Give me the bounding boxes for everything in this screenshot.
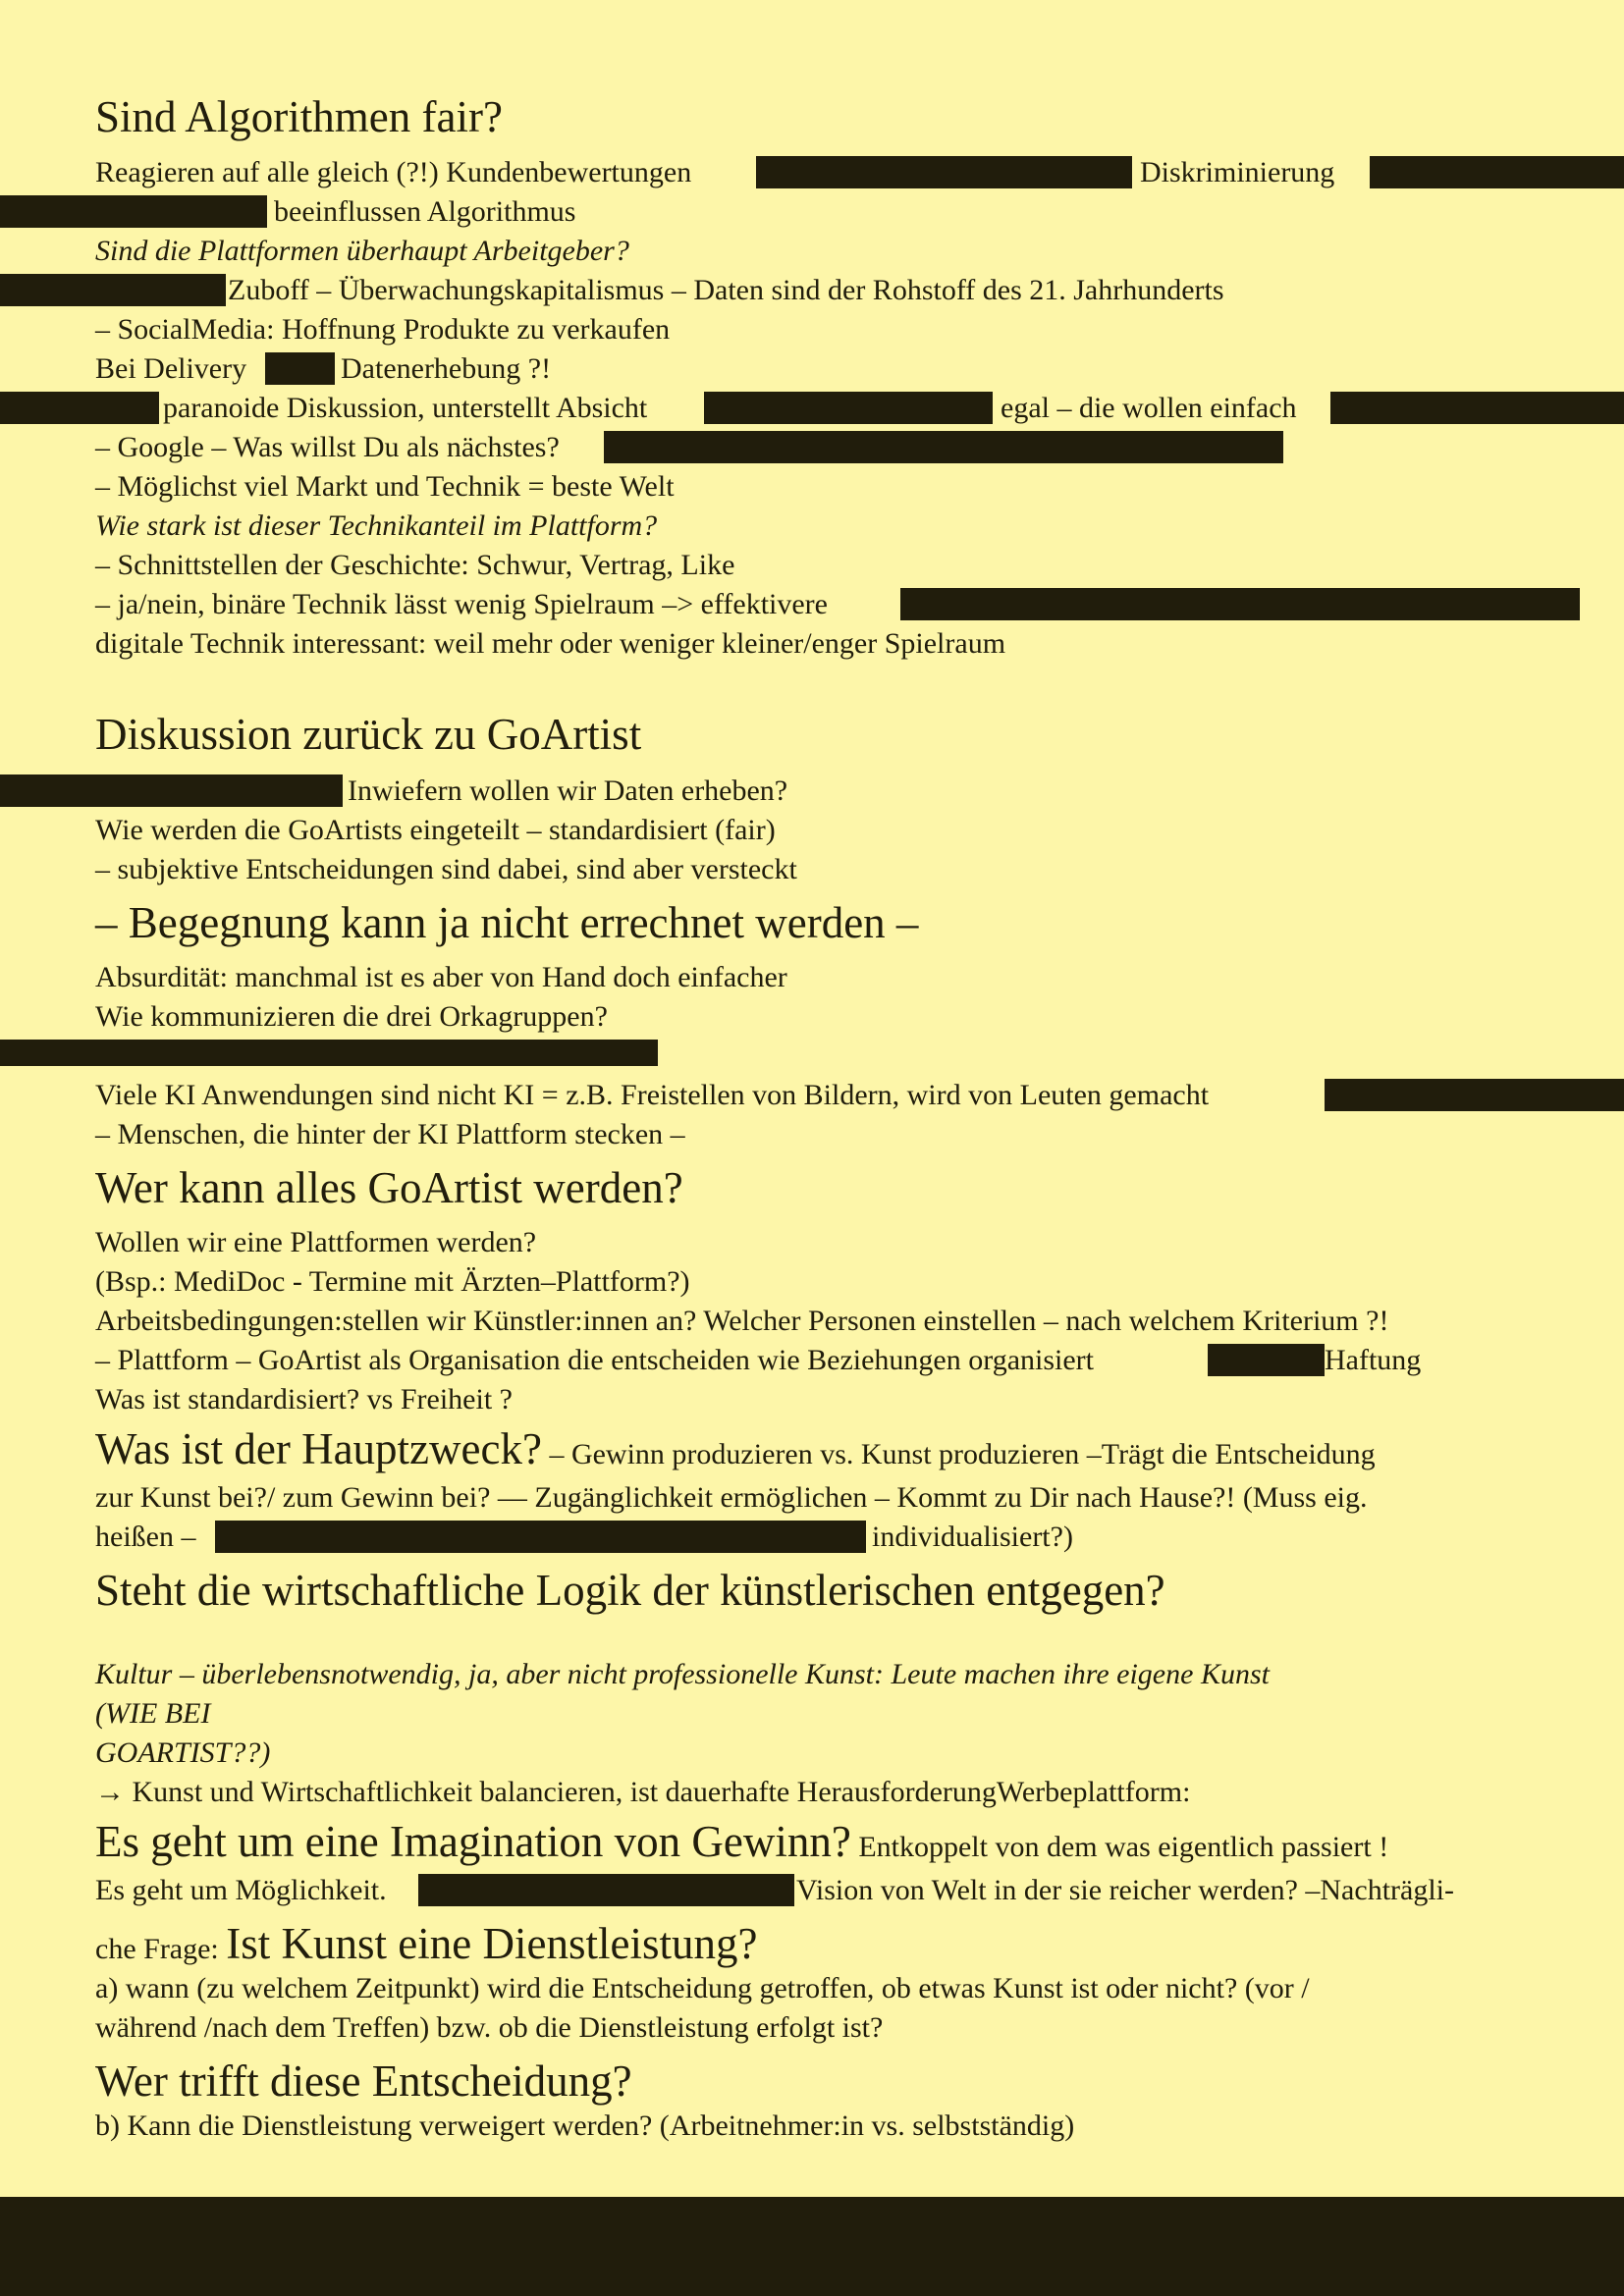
redaction-bar	[604, 431, 1283, 463]
text-line: Inwiefern wollen wir Daten erheben?	[348, 774, 788, 807]
text-line: digitale Technik interessant: weil mehr oder weniger kleiner/enger Spielraum	[95, 627, 1006, 660]
text-line: Absurdität: manchmal ist es aber von Hand doch einfacher	[95, 961, 787, 993]
text-line: (Bsp.: MediDoc - Termine mit Ärzten–Plattform?)	[95, 1265, 690, 1298]
redaction-bar	[704, 392, 993, 424]
text-line: egal – die wollen einfach	[1001, 392, 1297, 424]
text-segment: che Frage:	[95, 1933, 227, 1965]
footer-band	[0, 2197, 1624, 2296]
text-line: paranoide Diskussion, unterstellt Absicht	[163, 392, 648, 424]
text-line: Viele KI Anwendungen sind nicht KI = z.B. Freistellen von Bildern, wird von Leuten gemacht	[95, 1079, 1210, 1111]
heading-wirtschaftliche-logik: Steht die wirtschaftliche Logik der künstlerischen entgegen?	[95, 1566, 1165, 1615]
text-line: Arbeitsbedingungen:stellen wir Künstler:innen an? Welcher Personen einstellen – nach welchem Kriterium ?!	[95, 1305, 1389, 1337]
text-line: b) Kann die Dienstleistung verweigert werden? (Arbeitnehmer:in vs. selbstständig)	[95, 2109, 1075, 2142]
text-line: GOARTIST??)	[95, 1736, 271, 1769]
text-line: – ja/nein, binäre Technik lässt wenig Spielraum –> effektivere	[95, 588, 828, 620]
text-line: → Kunst und Wirtschaftlichkeit balancieren, ist dauerhafte HerausforderungWerbeplattform:	[95, 1776, 1191, 1808]
redaction-bar	[1325, 1079, 1624, 1111]
text-line: Bei Delivery	[95, 352, 247, 385]
heading-imagination-gewinn: Es geht um eine Imagination von Gewinn?	[95, 1817, 851, 1866]
heading-hauptzweck: Was ist der Hauptzweck?	[95, 1424, 542, 1473]
text-line: Sind die Plattformen überhaupt Arbeitgeber?	[95, 235, 629, 267]
redaction-bar	[1208, 1344, 1325, 1376]
redaction-bar	[0, 274, 226, 306]
redaction-bar	[1330, 392, 1624, 424]
redaction-bar	[215, 1521, 866, 1553]
text-line: – SocialMedia: Hoffnung Produkte zu verkaufen	[95, 313, 671, 346]
text-line: Vision von Welt in der sie reicher werden? –Nachträgli-	[796, 1874, 1454, 1906]
text-line: Was ist standardisiert? vs Freiheit ?	[95, 1383, 513, 1415]
dienstleistung-line	[95, 1919, 758, 1968]
redaction-bar	[418, 1874, 794, 1906]
text-line: – subjektive Entscheidungen sind dabei, sind aber versteckt	[95, 853, 797, 885]
text-line: Reagieren auf alle gleich (?!) Kundenbewertungen	[95, 156, 692, 188]
heading-diskussion-goartist: Diskussion zurück zu GoArtist	[95, 710, 642, 759]
text-line: Es geht um Möglichkeit.	[95, 1874, 387, 1906]
redaction-bar	[0, 392, 159, 424]
redaction-bar	[900, 588, 1580, 620]
text-line: Kultur – überlebensnotwendig, ja, aber nicht professionelle Kunst: Leute machen ihre eigene Kunst	[95, 1658, 1270, 1690]
text-line: Diskriminierung	[1140, 156, 1335, 188]
text-line: während /nach dem Treffen) bzw. ob die Dienstleistung erfolgt ist?	[95, 2011, 884, 2044]
text-segment: Entkoppelt von dem was eigentlich passiert !	[850, 1831, 1389, 1863]
redaction-bar	[265, 352, 335, 385]
text-line: beeinflussen Algorithmus	[274, 195, 576, 228]
text-line: Wie stark ist dieser Technikanteil im Plattform?	[95, 509, 658, 542]
text-line: – Plattform – GoArtist als Organisation die entscheiden wie Beziehungen organisiert	[95, 1344, 1094, 1376]
heading-algorithmen-fair: Sind Algorithmen fair?	[95, 92, 503, 141]
text-line: heißen –	[95, 1521, 196, 1553]
text-line: Wollen wir eine Plattformen werden?	[95, 1226, 537, 1258]
text-line: – Menschen, die hinter der KI Plattform stecken –	[95, 1118, 685, 1150]
redaction-bar	[1370, 156, 1624, 188]
text-line: Wie werden die GoArtists eingeteilt – standardisiert (fair)	[95, 814, 776, 846]
hauptzweck-line	[95, 1424, 1376, 1473]
imagination-line	[95, 1817, 1389, 1866]
text-line: Wie kommunizieren die drei Orkagruppen?	[95, 1000, 608, 1033]
text-line: Haftung	[1325, 1344, 1422, 1376]
redaction-bar	[756, 156, 1132, 188]
redaction-bar	[0, 195, 267, 228]
text-line: – Schnittstellen der Geschichte: Schwur, Vertrag, Like	[95, 549, 735, 581]
heading-begegnung: – Begegnung kann ja nicht errechnet werden –	[95, 898, 919, 947]
text-line: – Möglichst viel Markt und Technik = beste Welt	[95, 470, 675, 503]
redaction-bar	[0, 774, 343, 807]
text-line: Zuboff – Überwachungskapitalismus – Daten sind der Rohstoff des 21. Jahrhunderts	[228, 274, 1224, 306]
text-line: zur Kunst bei?/ zum Gewinn bei? –– Zugänglichkeit ermöglichen – Kommt zu Dir nach Hause?! (Muss eig.	[95, 1481, 1368, 1514]
text-segment: – Gewinn produzieren vs. Kunst produzieren –Trägt die Entscheidung	[541, 1438, 1376, 1470]
text-line: Datenerhebung ?!	[341, 352, 552, 385]
heading-wer-kann-goartist: Wer kann alles GoArtist werden?	[95, 1163, 683, 1212]
text-line: individualisiert?)	[872, 1521, 1073, 1553]
heading-wer-trifft-entscheidung: Wer trifft diese Entscheidung?	[95, 2056, 632, 2106]
heading-kunst-dienstleistung: Ist Kunst eine Dienstleistung?	[226, 1919, 758, 1968]
text-line: – Google – Was willst Du als nächstes?	[95, 431, 560, 463]
text-line: (WIE BEI	[95, 1697, 211, 1730]
text-line: a) wann (zu welchem Zeitpunkt) wird die Entscheidung getroffen, ob etwas Kunst ist oder nicht? (vor /	[95, 1972, 1310, 2004]
redaction-bar	[0, 1040, 658, 1066]
